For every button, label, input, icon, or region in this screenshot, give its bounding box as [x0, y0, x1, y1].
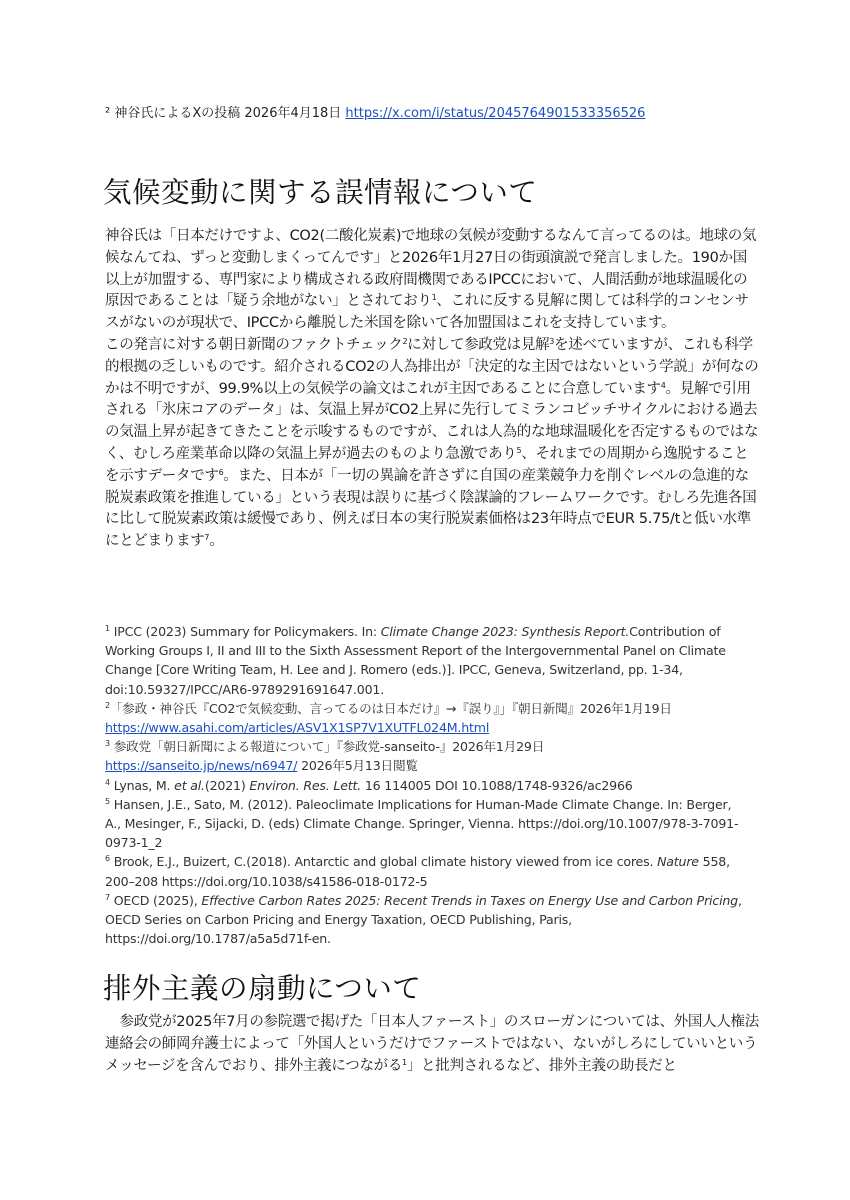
text-run: , OECD Series on Carbon Pricing and Energy Taxation, OECD Publishing, Paris, https://doi.org/10.1787/a5a5d71f-en.: [105, 892, 742, 947]
climate-body: [105, 226, 760, 553]
paragraph: [105, 1012, 760, 1077]
footnote-mark: ²: [105, 106, 111, 121]
text-run: et al.: [174, 777, 205, 793]
footnote-ref[interactable]: 3: [549, 336, 555, 346]
text-run: Lynas, M.: [109, 777, 175, 793]
text-run: (2021): [204, 777, 250, 793]
text-run: 参政党が2025年7月の参院選で掲げた「日本人ファースト」のスローガンについては、外国人人権法連絡会の師岡弁護士によって「外国人というだけでファーストではない、ないがしろにしていいというメッセージを含んでおり、排外主義につながる: [105, 1014, 759, 1074]
paragraph: [105, 335, 760, 553]
footnote-mark: 3: [105, 739, 110, 749]
footnote-mark: 2: [105, 700, 110, 710]
top-footnote: [105, 102, 645, 121]
section-heading-xenophobia: 排外主義の扇動について: [103, 972, 422, 1005]
footnote-mark: 1: [105, 624, 110, 633]
journal-name: Nature: [657, 854, 699, 870]
text-run: 。見解で引用される「氷床コアのデータ」は、気温上昇がCO2上昇に先行してミランコビッチサイクルにおける過去の気温上昇が起きてきたことを示唆するものですが、これは人為的な地球温暖化を否定するものではなく、むしろ産業革命以降の気温上昇が過去のものより急激であり: [105, 380, 759, 462]
text-run: 16 114005 DOI 10.1088/1748-9326/ac2966: [361, 777, 633, 793]
text-run: 、これに反する見解に関しては科学的コンセンサスがないのが現状で、IPCCから離脱した米国を除いて各加盟国はこれを支持しています。: [105, 293, 749, 332]
text-run: 。また、日本が「一切の異論を許さずに自国の産業競争力を削ぐレベルの急進的な脱炭素政策を推進している」という表現は誤りに基づく陰謀論的フレームワークです。むしろ先進各国に比して脱炭素政策は緩慢であり、例えば日本の実行脱炭素価格は23年時点でEUR 5.75/tと低い水準にとどまります: [105, 467, 757, 550]
footnote-link[interactable]: https://x.com/i/status/2045764901533356526: [345, 106, 646, 121]
text-run: 、それまでの周期から逸脱することを示すデータです: [105, 445, 749, 484]
footnote-ref[interactable]: 4: [660, 380, 666, 390]
text-run: を述べていますが、これも科学的根拠の乏しいものです。紹介されるCO2の人為排出が「決定的な主因ではないという学説」が何なのかは不明ですが、99.9%以上の気候学の論文はこれが主因であることに合意しています: [105, 336, 759, 397]
footnote-mark: 7: [105, 892, 110, 902]
text-run: 」と批判されるなど、排外主義の助長だと: [406, 1057, 677, 1074]
footnote-ref[interactable]: 1: [431, 293, 437, 303]
citation-title: Effective Carbon Rates 2025: Recent Trends in Taxes on Energy Use and Carbon Pricing: [201, 892, 738, 908]
footnote-3: [105, 737, 745, 775]
citation-title: Climate Change 2023: Synthesis Report.: [380, 624, 630, 639]
text-run: Brook, E.J., Buizert, C.(2018). Antarctic and global climate history viewed from ice cores.: [109, 854, 658, 870]
footnote-1: [105, 622, 745, 699]
text-run: Hansen, J.E., Sato, M. (2012). Paleoclimate Implications for Human-Made Climate Change. In: Berger, A., Mesinger, F., Sijacki, D. (eds) Climate Change. Springer, Vienna. https://doi.org/10.1007/978-3-7091-0973-1_2: [105, 796, 739, 851]
journal-name: Environ. Res. Lett.: [249, 777, 362, 793]
footnote-4: [105, 776, 745, 795]
paragraph: [105, 226, 760, 335]
text-run: 2026年5月13日閲覧: [297, 758, 418, 774]
footnotes: [105, 622, 745, 948]
text-run: 神谷氏は「日本だけですよ、CO2(二酸化炭素)で地球の気候が変動するなんて言ってるのは。地球の気候なんてね、ずっと変動しまくってんです」と2026年1月27日の街頭演説で発言しました。190か国以上が加盟する、専門家により構成される政府間機関であるIPCCにおいて、人間活動が地球温暖化の原因であることは「疑う余地がない」とされており: [105, 228, 757, 310]
xenophobia-body: [105, 1012, 760, 1077]
footnote-mark: 6: [105, 854, 110, 864]
text-run: この発言に対する朝日新聞のファクトチェック: [105, 336, 403, 353]
footnote-7: [105, 891, 745, 949]
footnote-5: [105, 795, 745, 853]
text-run: OECD (2025),: [109, 892, 202, 908]
footnote-mark: 5: [105, 796, 110, 806]
footnote-link[interactable]: https://sanseito.jp/news/n6947/: [105, 758, 298, 774]
text-run: 558, 200–208 https://doi.org/10.1038/s41586-018-0172-5: [105, 854, 730, 889]
section-heading-climate: 気候変動に関する誤情報について: [103, 176, 538, 209]
text-run: に対して参政党は見解: [407, 336, 550, 353]
text-run: 参政党「朝日新聞による報道について」『参政党-sanseito-』2026年1月29日: [109, 739, 545, 755]
footnote-ref[interactable]: 2: [402, 336, 408, 346]
footnote-link[interactable]: https://www.asahi.com/articles/ASV1X1SP7V1XUTFL024M.html: [105, 720, 490, 736]
footnote-ref[interactable]: 1: [402, 1057, 407, 1067]
footnote-ref[interactable]: 7: [204, 533, 210, 543]
footnote-text: 神谷氏によるXの投稿 2026年4月18日: [110, 106, 346, 121]
footnote-ref[interactable]: 5: [516, 445, 522, 455]
text-run: IPCC (2023) Summary for Policymakers. In:: [109, 624, 381, 639]
text-run: 。: [209, 533, 224, 550]
text-run: 「参政・神谷氏『CO2で気候変動、言ってるのは日本だけ』→『誤り』」『朝日新聞』2026年1月19日: [109, 700, 672, 716]
text-run: Contribution of Working Groups I, II and III to the Sixth Assessment Report of the Intergovernmental Panel on Climate Change [Core Writing Team, H. Lee and J. Romero (eds.)]. IPCC, Geneva, Switzerland, pp. 1-34, doi:10.59327/IPCC/AR6-9789291691647.001.: [105, 624, 726, 697]
footnote-mark: 4: [105, 777, 110, 787]
footnote-6: [105, 852, 745, 890]
footnote-ref[interactable]: 6: [218, 467, 224, 477]
footnote-2: [105, 699, 745, 737]
